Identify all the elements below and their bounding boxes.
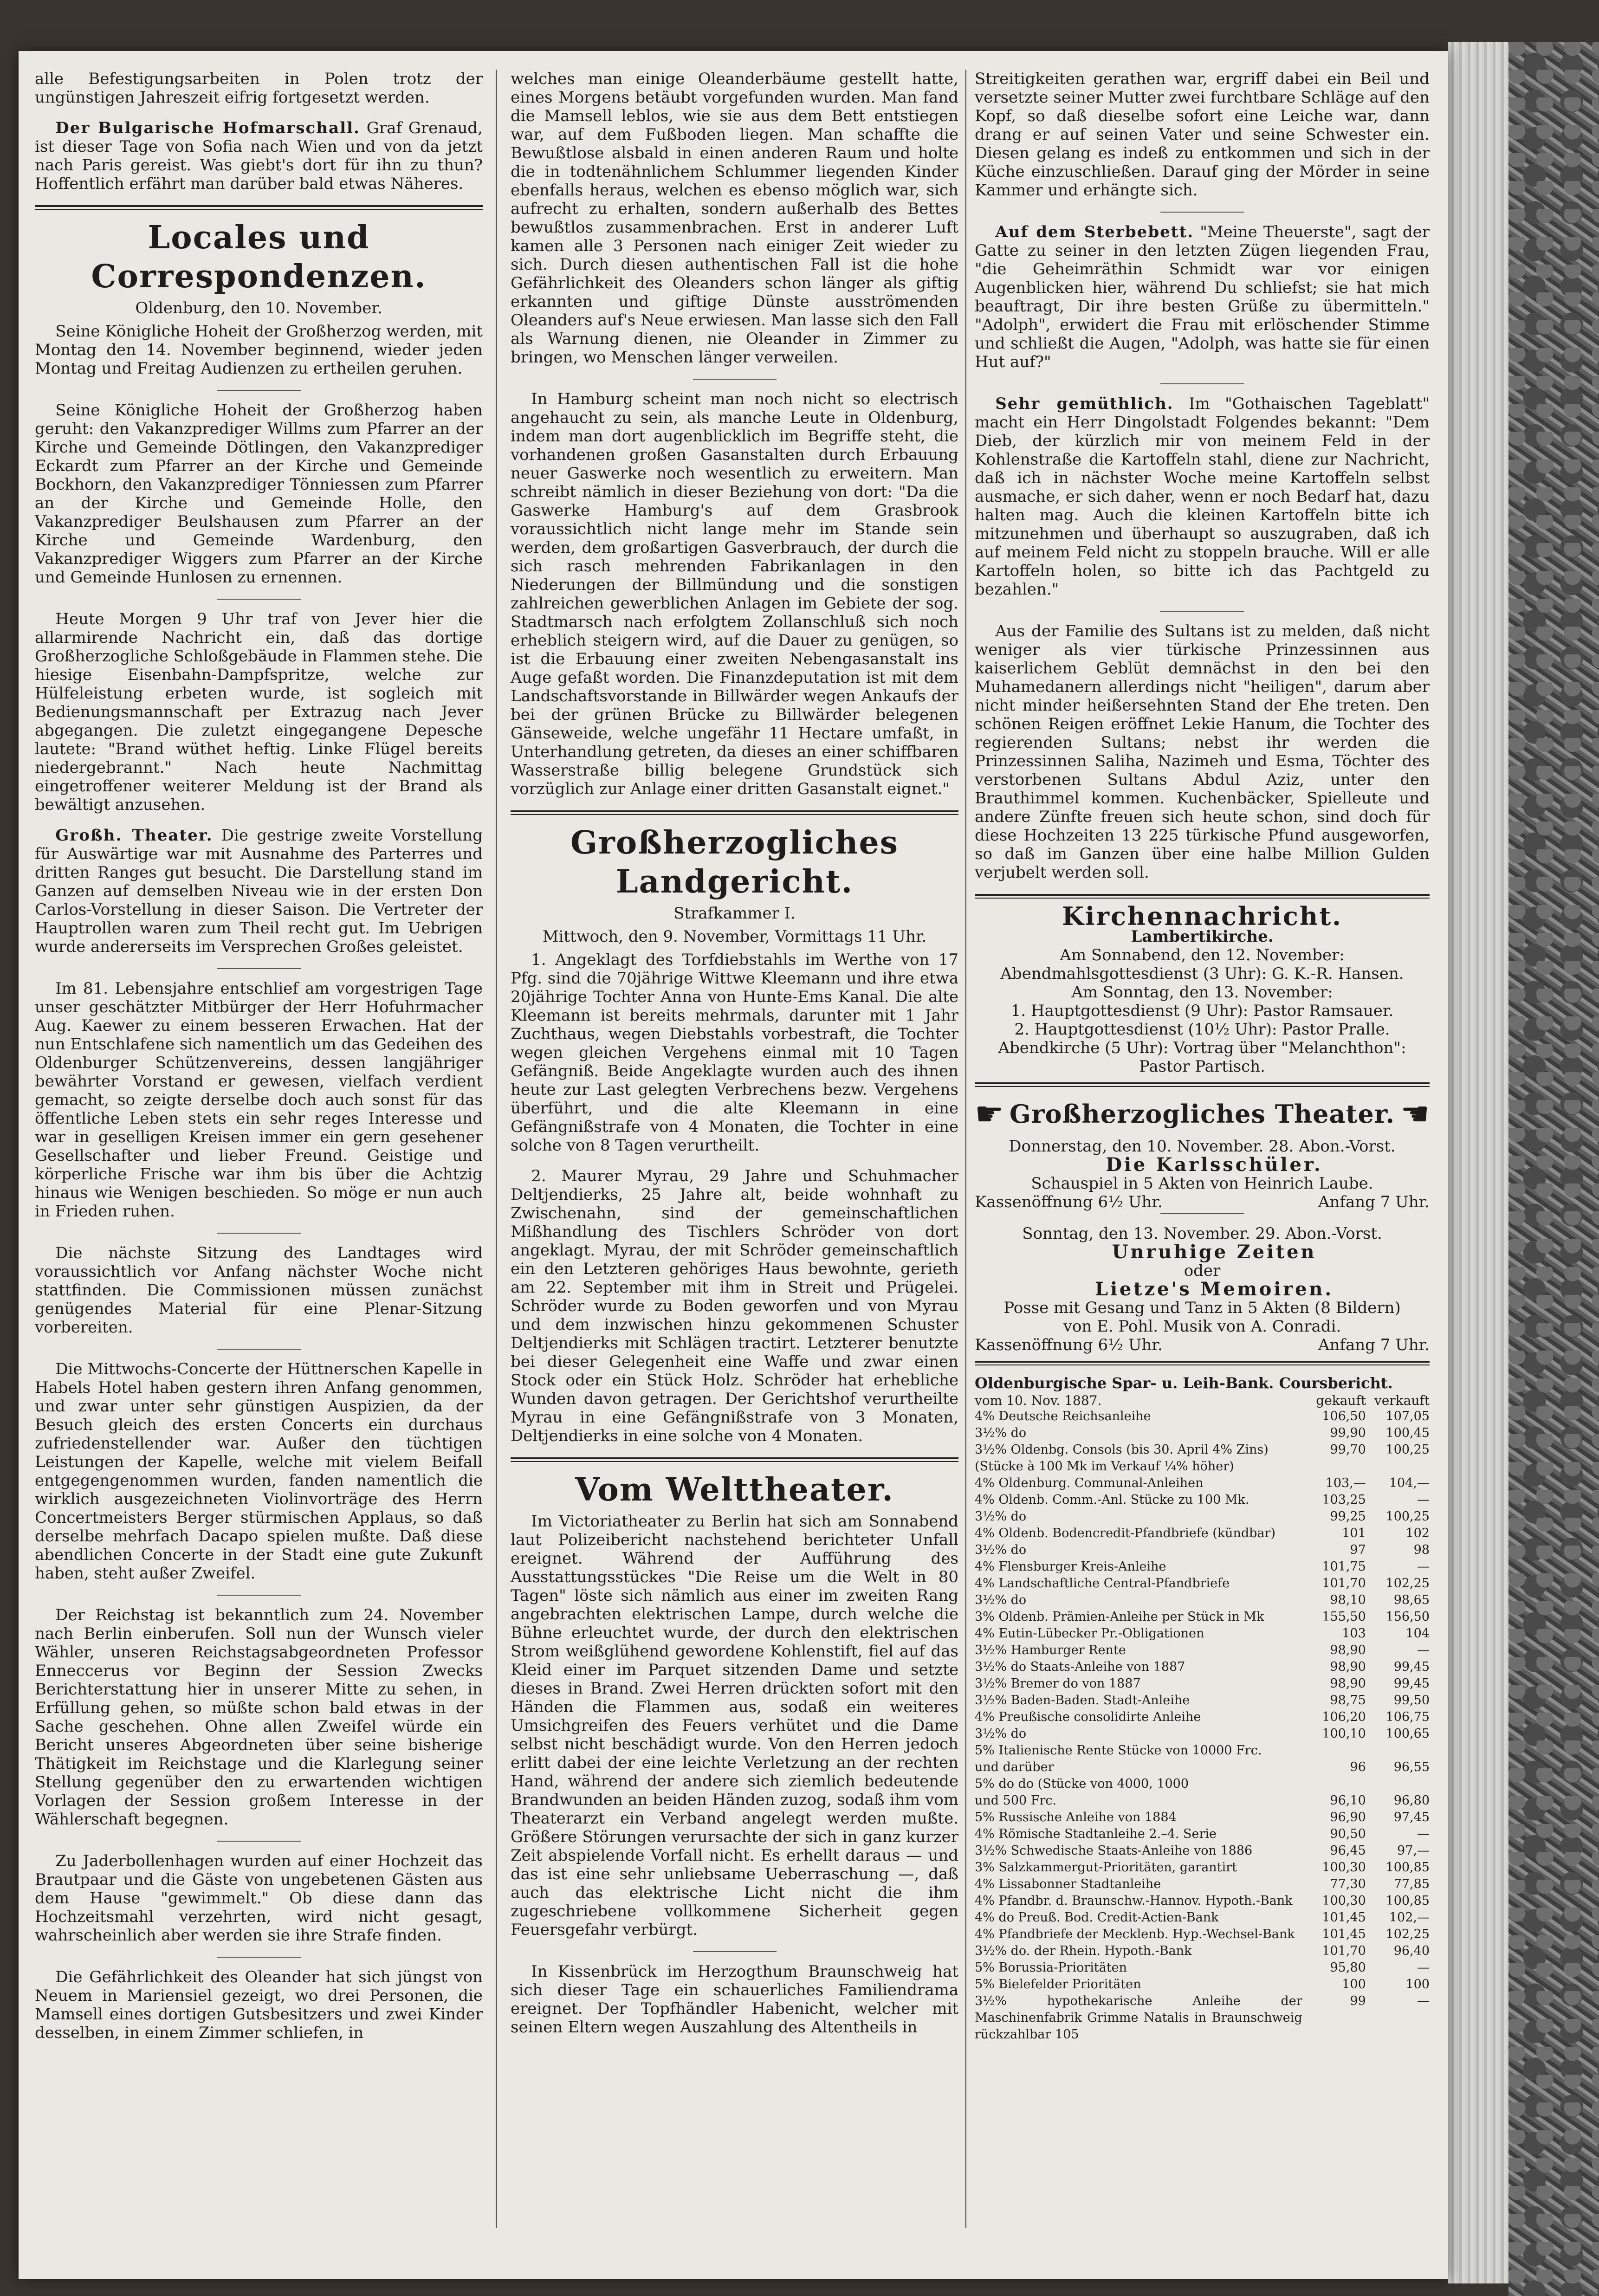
table-row [975, 1759, 1430, 1776]
price-sold: 100,45 [1385, 1426, 1430, 1440]
security-name: 4% Eutin-Lübecker Pr.-Obligationen [975, 1626, 1204, 1641]
table-row [975, 1492, 1430, 1508]
article-paragraph: Heute Morgen 9 Uhr traf von Jever hier die allarmirende Nachricht ein, daß das dortige Großherzogliche Schloßgebäude in Flammen stehe. Die hiesige Eisenbahn-Dampfspritze, welche zur Hülfeleistung erbeten wurde, ist sogleich mit Bedienungsmannschaft per Extrazug nach Jever abgegangen. Die zuletzt eingegangene Depesche lautete: "Brand wüthet heftig. Linke Flügel bereits niedergebrannt." Nach heute Nachmittag eingetroffener weiterer Meldung ist der Brand als bewältigt anzusehen. [35, 610, 483, 814]
price-bought: 101 [1342, 1526, 1366, 1540]
price-sold: 77,85 [1393, 1877, 1430, 1891]
price-bought: 101,75 [1322, 1559, 1366, 1574]
security-name: 3½% do [975, 1727, 1027, 1741]
security-name: 4% Landschaftliche Central-Pfandbriefe [975, 1576, 1230, 1591]
pointing-hand-icon: ☚ [1400, 1095, 1430, 1133]
theater-header [975, 1095, 1430, 1132]
column-right [975, 70, 1430, 2043]
price-sold: 97,45 [1393, 1810, 1430, 1824]
article-paragraph: Die Gefährlichkeit des Oleander hat sich jüngst von Neuem in Mariensiel gezeigt, wo drei Personen, die Mamsell eines dortigen Gutsbesitzers und zwei Kinder desselben, in einem Zimmer schliefen, in [35, 1968, 483, 2042]
price-sold: 96,40 [1393, 1944, 1430, 1958]
price-bought: 96 [1350, 1760, 1366, 1774]
price-bought: 96,90 [1330, 1810, 1366, 1824]
play-description: Posse mit Gesang und Tanz in 5 Akten (8 Bildern) [1003, 1299, 1401, 1317]
price-sold: 102 [1405, 1526, 1430, 1540]
start-time: Anfang 7 Uhr. [1318, 1336, 1430, 1354]
column-middle [511, 70, 958, 2049]
price-bought: 101,45 [1322, 1927, 1366, 1941]
price-bought: 100 [1342, 1977, 1366, 1992]
section-divider [511, 1457, 958, 1462]
play-title: Lietze's Memoiren. [1095, 1278, 1334, 1300]
table-row [975, 1675, 1430, 1692]
price-bought: 97 [1350, 1543, 1366, 1557]
column-headers [1316, 1393, 1430, 1408]
article-paragraph: Die Mittwochs-Concerte der Hüttnerschen Kapelle in Habels Hotel haben gestern ihren Anfang genommen, und zwar unter sehr günstigen Auspizien, da der Besuch gleich des ersten Concerts ein durchaus zufriedenstellender war. Außer den tüchtigen Leistungen der Kapelle, welche mit vielem Beifall entgegengenommen wurden, fanden namentlich die wirklich ausgezeichneten Violinvorträge des Herrn Concertmeisters Berger stürmischen Applaus, so daß derselbe mehrfach Dacapo spielen mußte. Daß diese abendlichen Concerte in der Stadt eine gute Zukunft haben, steht außer Zweifel. [35, 1360, 483, 1583]
article-paragraph: Der Reichstag ist bekanntlich zum 24. November nach Berlin einberufen. Soll nun der Wunsch vieler Wähler, unseren Reichstagsabgeordneten Professor Enneccerus vor Beginn der Session Zwecks Berichterstattung hier in unserer Mitte zu sehen, in Erfüllung gehen, so müßte schon bald etwas in der Sache geschehen. Ohne allen Zweifel würde ein Bericht unseres Abgeordneten über seine bisherige Thätigkeit im Reichstage und die Klarlegung seiner Stellung gegenüber den zu erwartenden wichtigen Vorlagen der Session großem Interesse in der Wählerschaft begegnen. [35, 1606, 483, 1829]
table-row [975, 1859, 1430, 1876]
church-line: 2. Hauptgottesdienst (10½ Uhr): Pastor Pralle. [1014, 1020, 1390, 1039]
table-row [975, 1592, 1430, 1609]
security-name: 4% do Preuß. Bod. Credit-Actien-Bank [975, 1910, 1219, 1925]
section-title: Locales und Correspondenzen. [91, 219, 427, 295]
article-lead: Auf dem Sterbebett. [995, 223, 1194, 241]
price-sold: — [1417, 1643, 1430, 1657]
security-name: 4% Pfandbriefe der Mecklenb. Hyp.-Wechsel-Bank [975, 1927, 1295, 1941]
price-bought: 100,30 [1322, 1860, 1366, 1875]
article-divider [1160, 212, 1244, 213]
theater-times [975, 1336, 1430, 1354]
church-line: 1. Hauptgottesdienst (9 Uhr): Pastor Ramsauer. [1010, 1002, 1394, 1020]
table-row [975, 1976, 1430, 1993]
price-bought: 99 [1350, 1994, 1366, 2008]
price-sold: — [1417, 1559, 1430, 1574]
pointing-hand-icon: ☛ [975, 1095, 1004, 1133]
article-paragraph: Im 81. Lebensjahre entschlief am vorgestrigen Tage unser geschätzter Mitbürger der Herr Hofuhrmacher Aug. Kaewer zu einem besseren Erwachen. Hat der nun Entschlafene sich namentlich um das Gedeihen des Oldenburger Schützenvereins, dessen langjähriger bewährter Vorstand er gewesen, vielfach verdient gemacht, so zeigte derselbe doch auch sonst für das öffentliche Leben stets ein sehr reges Interesse und war in geselligen Kreisen immer ein gern gesehener Gesellschafter und lieber Freund. Geistige und körperliche Frische war ihm bis über die Achtzig hinaus wie Wenigen beschieden. So möge er nun auch in Frieden ruhen. [35, 979, 483, 1221]
table-row [975, 1609, 1430, 1625]
price-sold: 99,45 [1393, 1660, 1430, 1674]
article-paragraph [975, 395, 1430, 599]
exchange-report-title: Oldenburgische Spar- u. Leih-Bank. Coursbericht. [975, 1374, 1393, 1392]
price-sold: 96,55 [1393, 1760, 1430, 1774]
box-office-time: Kassenöffnung 6½ Uhr. [975, 1193, 1163, 1211]
price-sold: 100,25 [1385, 1509, 1430, 1524]
table-row [975, 1993, 1430, 2043]
article-paragraph: Aus der Familie des Sultans ist zu melden, daß nicht weniger als vier türkische Prinzessinnen aus kaiserlichem Geblüt demnächst in den bei den Muhamedanern allerdings nicht "heiligen", darum aber nicht minder heißersehnten Stand der Ehe treten. Den schönen Reigen eröffnet Lekie Hanum, die Tochter des regierenden Sultans; nebst ihr werden die Prinzessinnen Saliha, Nazimeh und Esma, Töchter des verstorbenen Sultans Abdul Aziz, unter den Brauthimmel kommen. Kuchenbäcker, Spielleute und andere Zünfte freuen sich heute schon, sind doch für diese Hochzeiten 13 225 türkische Pfund ausgeworfen, so daß im Ganzen über eine halbe Million Gulden verjubelt werden soll. [975, 622, 1430, 882]
church-line: Abendmahlsgottesdienst (3 Uhr): G. K.-R. Hansen. [1000, 964, 1404, 983]
section-divider [511, 810, 958, 815]
table-row [975, 1809, 1430, 1826]
table-row [975, 1776, 1430, 1792]
price-bought: 99,70 [1330, 1442, 1366, 1457]
table-row [975, 1425, 1430, 1442]
security-name: 3½% Schwedische Staats-Anleihe von 1886 [975, 1843, 1253, 1858]
price-bought: 101,70 [1322, 1944, 1366, 1958]
table-row [975, 1826, 1430, 1843]
price-bought: 99,25 [1330, 1509, 1366, 1524]
article-divider [217, 390, 301, 391]
section-divider [975, 1082, 1430, 1087]
article-divider [217, 1595, 301, 1596]
security-name: 4% Oldenb. Comm.-Anl. Stücke zu 100 Mk. [975, 1493, 1249, 1507]
article-text: Im "Gothaischen Tageblatt" macht ein Herr Dingolstadt Folgendes bekannt: "Dem Dieb, der kürzlich mir von meinem Feld in der Kohlenstraße die Kartoffeln stahl, diene zur Nachricht, daß ich in nächster Woche meine Kartoffeln selbst ausmache, er sich daher, wenn er noch Bedarf hat, dazu halten mag. Auch die kleinen Kartoffeln bitte ich mitzunehmen und überhaupt so auszugraben, daß ich auf meinem Feld nicht zu stoppeln brauche. Will er alle Kartoffeln holen, so bitte ich das Pachtgeld zu bezahlen." [975, 395, 1430, 599]
price-bought: 103,— [1325, 1476, 1366, 1490]
security-name: 3½% do [975, 1593, 1027, 1607]
table-row [975, 1442, 1430, 1458]
table-row [975, 1893, 1430, 1909]
security-name: 3% Salzkammergut-Prioritäten, garantirt [975, 1860, 1237, 1875]
section-title: Vom Welttheater. [575, 1471, 894, 1508]
article-divider [1160, 611, 1244, 612]
court-date: Mittwoch, den 9. November, Vormittags 11 Uhr. [542, 927, 927, 946]
header-bought: gekauft [1316, 1393, 1366, 1408]
table-row [975, 1876, 1430, 1893]
price-bought [1302, 1458, 1366, 1475]
price-bought: 100,10 [1322, 1727, 1366, 1741]
price-sold [1366, 1458, 1430, 1475]
dateline: Oldenburg, den 10. November. [135, 299, 382, 317]
price-sold: 102,25 [1385, 1576, 1430, 1591]
church-line: Abendkirche (5 Uhr): Vortrag über "Melanchthon": [998, 1039, 1406, 1057]
theater-title: Großherzogliches Theater. [1009, 1099, 1395, 1129]
security-name: 3½% hypothekarische Anleihe der Maschinenfabrik Grimme Natalis in Braunschweig rückzahlbar 105 [975, 1994, 1302, 2042]
article-divider [217, 599, 301, 600]
church-subtitle: Lambertikirche. [1131, 927, 1274, 946]
church-notice-title: Kirchennachricht. [1062, 901, 1342, 931]
table-row [975, 1575, 1430, 1592]
table-row [975, 1642, 1430, 1659]
theater-times [975, 1193, 1430, 1211]
price-bought: 98,90 [1330, 1676, 1366, 1691]
security-name: (Stücke à 100 Mk im Verkauf ¼% höher) [975, 1459, 1234, 1474]
table-row [975, 1525, 1430, 1542]
security-name: 3½% do [975, 1426, 1027, 1440]
article-divider [693, 1951, 777, 1952]
security-name: 5% Italienische Rente Stücke von 10000 Frc. [975, 1743, 1262, 1758]
church-line: Am Sonnabend, den 12. November: [1060, 946, 1345, 964]
table-row [975, 1559, 1430, 1575]
table-row [975, 1909, 1430, 1926]
price-bought: 98,10 [1330, 1593, 1366, 1607]
column-left [35, 70, 483, 2054]
theater-date: Donnerstag, den 10. November. 28. Abon.-Vorst. [1009, 1137, 1396, 1156]
table-row [975, 1475, 1430, 1492]
column-rule [965, 70, 966, 2228]
security-name: 3% Oldenb. Prämien-Anleihe per Stück in Mk [975, 1610, 1264, 1624]
article-divider [217, 1841, 301, 1842]
price-bought: 96,45 [1330, 1843, 1366, 1858]
price-sold: 98,65 [1393, 1593, 1430, 1607]
price-bought: 155,50 [1322, 1610, 1366, 1624]
price-bought: 103,25 [1322, 1493, 1366, 1507]
table-row [975, 1960, 1430, 1976]
exchange-report-date: vom 10. Nov. 1887. [975, 1393, 1102, 1408]
article-paragraph [975, 223, 1430, 371]
section-divider [975, 894, 1430, 899]
article-divider [217, 1233, 301, 1234]
church-line: Pastor Partisch. [1139, 1057, 1265, 1076]
table-row [975, 1726, 1430, 1742]
article-divider [1160, 1213, 1244, 1214]
price-sold: 96,80 [1393, 1793, 1430, 1808]
article-divider [693, 379, 777, 380]
play-description: von E. Pohl. Musik von A. Conradi. [1063, 1317, 1341, 1336]
price-sold: 102,25 [1385, 1927, 1430, 1941]
security-name: 4% Römische Stadtanleihe 2.–4. Serie [975, 1827, 1217, 1841]
price-bought: 106,20 [1322, 1710, 1366, 1724]
price-bought [1302, 1742, 1366, 1759]
price-sold: 97,— [1397, 1843, 1430, 1858]
article-paragraph: Die nächste Sitzung des Landtages wird voraussichtlich vor Anfang nächster Woche nicht stattfinden. Die Commissionen müssen zunächst genügendes Material für eine Plenar-Sitzung vorbereiten. [35, 1244, 483, 1337]
box-office-time: Kassenöffnung 6½ Uhr. [975, 1336, 1163, 1354]
play-title: Unruhige Zeiten [1112, 1241, 1317, 1263]
price-sold: 100,85 [1385, 1860, 1430, 1875]
article-divider [217, 968, 301, 969]
security-name: 4% Deutsche Reichsanleihe [975, 1409, 1151, 1423]
table-row [975, 1843, 1430, 1859]
article-paragraph: In Kissenbrück im Herzogthum Braunschweig hat sich dieser Tage ein schauerliches Familiendrama ereignet. Der Topfhändler Habenicht, welcher mit seinen Eltern wegen Auszahlung des Altentheils in [511, 1962, 958, 2037]
table-row [975, 1742, 1430, 1759]
play-description: Schauspiel in 5 Akten von Heinrich Laube. [1031, 1174, 1373, 1193]
exchange-report-header [975, 1393, 1430, 1408]
price-bought: 98,90 [1330, 1643, 1366, 1657]
price-sold: 100,65 [1385, 1727, 1430, 1741]
security-name: 4% Lissabonner Stadtanleihe [975, 1877, 1161, 1891]
table-row [975, 1542, 1430, 1559]
security-name: und darüber [975, 1760, 1054, 1774]
article-paragraph: Zu Jaderbollenhagen wurden auf einer Hochzeit das Brautpaar und die Gäste von ungebetenen Gästen aus dem Hause "gewimmelt." Ob diese dann das Hochzeitsmahl verzehrten, wird nicht gesagt, wahrscheinlich aber werden sie ihre Strafe finden. [35, 1852, 483, 1945]
header-sold: verkauft [1374, 1393, 1430, 1408]
article-paragraph [35, 119, 483, 193]
security-name: 4% Oldenburg. Communal-Anleihen [975, 1476, 1204, 1490]
price-sold: 106,75 [1385, 1710, 1430, 1724]
table-row [975, 1692, 1430, 1709]
article-paragraph: 1. Angeklagt des Torfdiebstahls im Werthe von 17 Pfg. sind die 70jährige Wittwe Kleemann und ihre etwa 20jährige Tochter Anna von Hunte-Ems Kanal. Die alte Kleemann ist bereits mehrmals, darunter mit 1 Jahr Zuchthaus, wegen Diebstahls vorbestraft, die Tochter wegen gleichen Vergehens einmal mit 10 Tagen Gefängniß. Beide Angeklagte wurden auch des ihnen heute zur Last gelegten Verbrechens bezw. Vergehens überführt, und die alte Kleemann in eine Gefängnißstrafe von 4 Monaten, die Tochter in eine solche von 8 Tagen verurtheilt. [511, 951, 958, 1155]
article-lead: Sehr gemüthlich. [995, 395, 1174, 413]
security-name: 3½% Hamburger Rente [975, 1643, 1126, 1657]
article-paragraph: Seine Königliche Hoheit der Großherzog werden, mit Montag den 14. November beginnend, wieder jeden Montag und Freitag Audienzen zu ertheilen geruhen. [35, 322, 483, 378]
section-divider [35, 205, 483, 210]
price-sold: 100,85 [1385, 1894, 1430, 1908]
article-text: Die gestrige zweite Vorstellung für Auswärtige war mit Ausnahme des Parterres und dritten Ranges gut besucht. Die Darstellung stand im Ganzen auf demselben Niveau wie in der ersten Don Carlos-Vorstellung in dieser Saison. Die Vertreter der Hauptrollen waren zum Theil recht gut. Im Uebrigen wurde andererseits im Versprechen Großes geleistet. [35, 826, 483, 956]
price-sold: — [1417, 1960, 1430, 1975]
book-page-edges [1448, 42, 1508, 2283]
security-name: 5% Bielefelder Prioritäten [975, 1977, 1141, 1992]
price-sold: 99,50 [1393, 1693, 1430, 1707]
article-paragraph: In Hamburg scheint man noch nicht so electrisch angehaucht zu sein, als manche Leute in Oldenburg, indem man dort augenblicklich im Begriffe steht, die vorhandenen großen Gasanstalten durch Erbauung neuer Gaswerke noch wesentlich zu erweitern. Man schreibt nämlich in dieser Beziehung von dort: "Da die Gaswerke Hamburg's auf dem Grasbrook voraussichtlich nicht lange mehr im Stande sein werden, dem großartigen Gasverbrauch, der durch die sich rasch mehrenden Fabrikanlagen in den Niederungen der Billmündung und die sonstigen zahlreichen gewerblichen Anlagen im Gebiete der sog. Stadtmarsch nach erfolgtem Zollanschluß sich noch erheblich steigern wird, auf die Dauer zu genügen, so ist die Erbauung einer zweiten Nebengasanstalt ins Auge gefaßt worden. Die Finanzdeputation ist mit dem Landschaftsvorstande in Billwärder wegen Ankaufs der bei der grünen Brücke zu Billwärder belegenen Gänseweide, welche ungefähr 11 Hectare umfaßt, in Unterhandlung getreten, da dieses an einer schiffbaren Wasserstraße billig belegene Grundstück sich vorzüglich zur Anlage einer dritten Gasanstalt eignet." [511, 390, 958, 798]
price-sold: 107,05 [1385, 1409, 1430, 1423]
price-bought: 98,75 [1330, 1693, 1366, 1707]
price-bought: 99,90 [1330, 1426, 1366, 1440]
security-name: 3½% Bremer do von 1887 [975, 1676, 1141, 1691]
theater-date: Sonntag, den 13. November. 29. Abon.-Vorst. [1022, 1224, 1382, 1243]
article-paragraph: Streitigkeiten gerathen war, ergriff dabei ein Beil und versetzte seiner Mutter zwei furchtbare Schläge auf den Kopf, so daß dieselbe sofort eine Leiche war, dann drang er auf seinen Vater und seine Schwester ein. Diesen gelang es indeß zu entkommen und sich in der Küche einzuschließen. Darauf ging der Mörder in seine Kammer und erhängte sich. [975, 70, 1430, 200]
security-name: 5% Borussia-Prioritäten [975, 1960, 1127, 1975]
price-sold: — [1417, 1827, 1430, 1841]
article-paragraph: welches man einige Oleanderbäume gestellt hatte, eines Morgens betäubt vorgefunden wurden. Man fand die Mamsell leblos, wie sie aus dem Bett entstiegen war, auf dem Fußboden liegen. Man schaffte die Bewußtlose alsbald in einen anderen Raum und holte die in todtenähnlichem Schlummer liegenden Kinder ebenfalls heraus, welchen es ebenso möglich war, sich aufrecht zu erhalten, sondern außerhalb des Bettes bewußtlos zusammenbrachen. Erst in anderer Luft kamen alle 3 Personen nach einiger Zeit wieder zu sich. Durch diesen authentischen Fall ist die hohe Gefährlichkeit des Oleanders schon länger als giftig erkannten und giftige Dünste ausströmenden Oleanders auf's Neue erwiesen. Man lasse sich den Fall als Warnung dienen, nie Oleander in Zimmer zu bringen, wo Menschen länger verweilen. [511, 70, 958, 367]
article-paragraph: Im Victoriatheater zu Berlin hat sich am Sonnabend laut Polizeibericht nachstehend berichteter Unfall ereignet. Während der Aufführung des Ausstattungsstückes "Die Reise um die Welt in 80 Tagen" löste sich nämlich aus einer im zweiten Rang angebrachten elektrischen Lampe, durch welche die Bühne erleuchtet wurde, der durch den elektrischen Strom weißglühend gewordene Kohlenstift, fiel auf das Kleid einer im Parquet sitzenden Dame und setzte dieses in Brand. Zwei Herren drückten sofort mit den Händen die Flammen aus, sodaß ein weiteres Umsichgreifen des Feuers verhütet und die Dame selbst nicht beschädigt wurde. Von den Herren jedoch erlitt dabei der eine leichte Verletzung an der rechten Hand, während der andere sich ziemlich bedeutende Brandwunden an beiden Händen zuzog, sodaß ihm vom Theaterarzt ein Verband angelegt werden mußte. Größere Störungen verursachte der sich in ganz kurzer Zeit abspielende Vorfall nicht. Es erhellt daraus — und das ist eine sehr unliebsame Ueberraschung —, daß auch das elektrische Licht nicht die ihm zugeschriebene vollkommene Sicherheit gegen Feuersgefahr verbürgt. [511, 1512, 958, 1939]
article-paragraph: alle Befestigungsarbeiten in Polen trotz der ungünstigen Jahreszeit eifrig fortgesetzt werden. [35, 70, 483, 107]
table-row [975, 1926, 1430, 1943]
price-bought: 77,30 [1330, 1877, 1366, 1891]
table-row [975, 1408, 1430, 1425]
price-bought: 106,50 [1322, 1409, 1366, 1423]
newspaper-page [19, 51, 1448, 2279]
marbled-cover [1508, 42, 1599, 2296]
price-sold [1366, 1742, 1430, 1759]
security-name: 3½% do [975, 1543, 1027, 1557]
price-bought [1302, 1776, 1366, 1792]
play-or: oder [1184, 1261, 1221, 1280]
court-subtitle: Strafkammer I. [673, 904, 796, 923]
church-line: Am Sonntag, den 13. November: [1071, 983, 1333, 1002]
section-title: Großherzogliches Landgericht. [570, 824, 899, 900]
article-paragraph: 2. Maurer Myrau, 29 Jahre und Schuhmacher Deltjendierks, 25 Jahre alt, beide wohnhaft zu Zwischenahn, sind der gemeinschaftlichen Mißhandlung des Tischlers Schröder von dort angeklagt. Myrau, der mit Schröder gemeinschaftlich ein den Letzteren gehöriges Haus bewohnte, gerieth am 22. September mit ihm in Streit und Prügelei. Schröder wurde zu Boden geworfen und von Myrau und dem inzwischen hinzu gekommenen Schuster Deltjendierks mit Schlägen tractirt. Letzterer benutzte bei dieser Gelegenheit eine Waffe und zwar einen Stock oder ein Stück Holz. Schröder hat erhebliche Wunden davon getragen. Der Gerichtshof verurtheilte Myrau in eine Gefängnißstrafe von 3 Monaten, Deltjendierks in eine solche von 4 Monaten. [511, 1167, 958, 1445]
article-lead: Großh. Theater. [55, 826, 213, 845]
security-name: 5% do do (Stücke von 4000, 1000 [975, 1777, 1189, 1791]
price-sold: 100,25 [1385, 1442, 1430, 1457]
table-row [975, 1659, 1430, 1675]
price-bought: 100,30 [1322, 1894, 1366, 1908]
price-bought: 90,50 [1330, 1827, 1366, 1841]
start-time: Anfang 7 Uhr. [1318, 1193, 1430, 1211]
article-divider [217, 1957, 301, 1958]
price-bought: 103 [1342, 1626, 1366, 1641]
price-sold: 99,45 [1393, 1676, 1430, 1691]
price-sold: 104 [1405, 1626, 1430, 1641]
security-name: 4% Oldenb. Bodencredit-Pfandbriefe (kündbar) [975, 1526, 1275, 1540]
price-bought: 98,90 [1330, 1660, 1366, 1674]
article-paragraph: Seine Königliche Hoheit der Großherzog haben geruht: den Vakanzprediger Willms zum Pfarrer an der Kirche und Gemeinde Dötlingen, den Vakanzprediger Eckardt zum Pfarrer an der Kirche und Gemeinde Bockhorn, den Vakanzprediger Tönniessen zum Pfarrer an der Kirche und Gemeinde Holle, den Vakanzprediger Beulshausen zum Pfarrer an der Kirche und Gemeinde Wardenburg, den Vakanzprediger Wiggers zum Pfarrer an der Kirche und Gemeinde Hunlosen zu ernennen. [35, 401, 483, 587]
price-bought: 101,70 [1322, 1576, 1366, 1591]
price-sold: 100 [1405, 1977, 1430, 1992]
security-name: 5% Russische Anleihe von 1884 [975, 1810, 1177, 1824]
price-sold: — [1417, 1493, 1430, 1507]
section-divider [975, 1361, 1430, 1365]
article-text: Graf Grenaud, ist dieser Tage von Sofia nach Wien und von da jetzt nach Paris gereist. Was giebt's dort für ihn zu thun? Hoffentlich erfährt man darüber bald etwas Näheres. [35, 119, 483, 193]
article-divider [1160, 383, 1244, 384]
article-lead: Der Bulgarische Hofmarschall. [55, 119, 360, 137]
price-sold: — [1417, 1994, 1430, 2008]
security-name: und 500 Frc. [975, 1793, 1057, 1808]
price-bought: 101,45 [1322, 1910, 1366, 1925]
security-name: 3½% do. der Rhein. Hypoth.-Bank [975, 1944, 1192, 1958]
security-name: 3½% do [975, 1509, 1027, 1524]
table-row [975, 1943, 1430, 1960]
table-row [975, 1625, 1430, 1642]
price-sold: 104,— [1389, 1476, 1430, 1490]
price-sold: 98 [1413, 1543, 1430, 1557]
price-bought: 95,80 [1330, 1960, 1366, 1975]
price-bought: 96,10 [1330, 1793, 1366, 1808]
security-name: 3½% Oldenbg. Consols (bis 30. April 4% Zins) [975, 1442, 1269, 1457]
price-sold: 156,50 [1385, 1610, 1430, 1624]
play-title: Die Karlsschüler. [1106, 1154, 1323, 1176]
security-name: 3½% Baden-Baden. Stadt-Anleihe [975, 1693, 1190, 1707]
security-name: 4% Pfandbr. d. Braunschw.-Hannov. Hypoth.-Bank [975, 1894, 1293, 1908]
exchange-rate-table [975, 1408, 1430, 2043]
article-divider [217, 1349, 301, 1350]
table-row [975, 1792, 1430, 1809]
security-name: 3½% do Staats-Anleihe von 1887 [975, 1660, 1185, 1674]
column-rule [496, 70, 497, 2228]
security-name: 4% Flensburger Kreis-Anleihe [975, 1559, 1166, 1574]
article-text: "Meine Theuerste", sagt der Gatte zu seiner in den letzten Zügen liegenden Frau, "die Geheimräthin Schmidt war vor einigen Augenblicken hier, während Du schliefst; sie hat mich beauftragt, Dir ihre besten Grüße zu übermitteln." "Adolph", erwidert die Frau mit erlöschender Stimme und schließt die Augen, "Adolph, was hatte sie für einen Hut auf?" [975, 223, 1430, 371]
table-row [975, 1458, 1430, 1475]
price-sold [1366, 1776, 1430, 1792]
article-paragraph [35, 826, 483, 956]
table-row [975, 1508, 1430, 1525]
security-name: 4% Preußische consolidirte Anleihe [975, 1710, 1201, 1724]
price-sold: 102,— [1389, 1910, 1430, 1925]
table-row [975, 1709, 1430, 1726]
